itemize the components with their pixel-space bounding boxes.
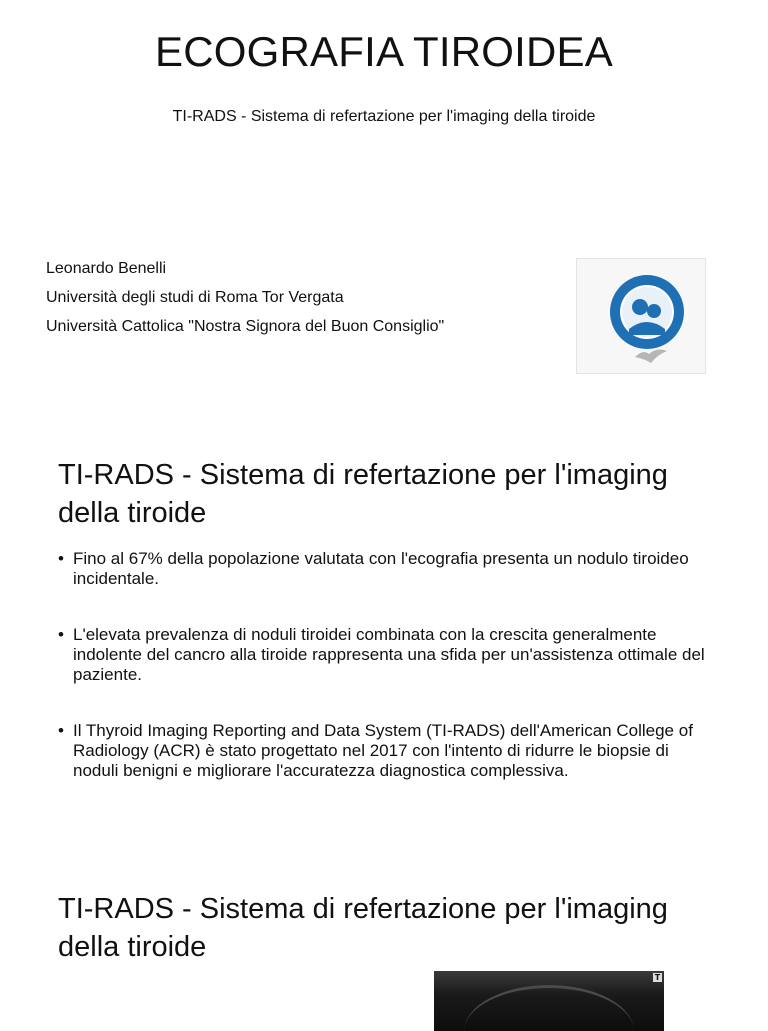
ultrasound-marker: T: [654, 973, 661, 982]
section-title: TI-RADS - Sistema di refertazione per l'imaging della tiroide: [58, 893, 668, 963]
page-title: ECOGRAFIA TIROIDEA: [155, 28, 613, 75]
ultrasound-arc: [464, 985, 634, 1031]
list-item: [58, 721, 708, 781]
author-affiliation: Università degli studi di Roma Tor Vergata: [46, 289, 344, 306]
bullet-text: Il Thyroid Imaging Reporting and Data System (TI-RADS) dell'American College of Radiology (ACR) è stato progettato nel 2017 con l'intento di ridurre le biopsie di noduli benigni e migliorare l'accuratezza diagnostica complessiva.: [73, 721, 693, 780]
bullet-icon: •: [58, 625, 64, 644]
bullet-icon: •: [58, 721, 64, 740]
author-affiliation: Università Cattolica "Nostra Signora del Buon Consiglio": [46, 318, 445, 335]
section-title: TI-RADS - Sistema di refertazione per l'imaging della tiroide: [58, 459, 668, 529]
list-item: [58, 549, 708, 589]
author-name: Leonardo Benelli: [46, 260, 167, 277]
author-block: [46, 259, 446, 346]
bullet-list: [58, 549, 708, 817]
university-seal-logo-icon: [577, 259, 707, 375]
bullet-icon: •: [58, 549, 64, 568]
list-item: [58, 625, 708, 685]
page-subtitle: TI-RADS - Sistema di refertazione per l'imaging della tiroide: [172, 108, 596, 125]
bullet-text: L'elevata prevalenza di noduli tiroidei combinata con la crescita generalmente indolente del cancro alla tiroide rappresenta una sfida per un'assistenza ottimale del paziente.: [73, 625, 705, 684]
bullet-text: Fino al 67% della popolazione valutata con l'ecografia presenta un nodulo tiroideo incidentale.: [73, 549, 689, 588]
university-logo: [576, 258, 706, 374]
thyroid-ultrasound-image: [434, 971, 664, 1031]
